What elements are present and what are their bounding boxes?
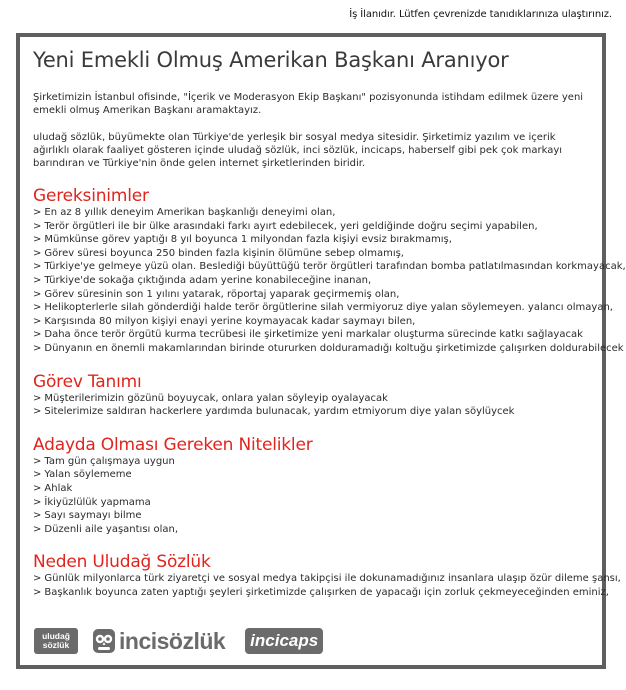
list-item [33, 523, 592, 537]
bullet-marker: > [33, 523, 42, 535]
list-item-text: Sayı saymayı bilme [44, 510, 142, 522]
list-item [33, 220, 592, 234]
requirements-list [33, 206, 626, 356]
list-item [33, 455, 592, 469]
list-item-text: Dünyanın en önemli makamlarından birinde otururken dolduramadığı koltuğu şirketimizde çalışırken doldurabilecek [44, 342, 624, 354]
list-item [33, 328, 592, 342]
bullet-marker: > [33, 586, 42, 598]
list-item [33, 233, 592, 247]
qualifications-list [33, 455, 592, 537]
list-item [33, 301, 613, 315]
list-item [33, 392, 592, 406]
inci-logo-text: incisözlük [119, 627, 226, 654]
list-item-text: Görev süresi boyunca 250 binden fazla kişinin ölümüne sebep olmamış, [44, 247, 404, 259]
brand-logos [34, 627, 323, 655]
list-item-text: En az 8 yıllık deneyim Amerikan başkanlığı deneyimi olan, [44, 207, 336, 218]
uludag-sozluk-logo[interactable] [34, 628, 78, 654]
list-item-text: Daha önce terör örgütü kurma tecrübesi ile şirketimize yeni markalar oluşturma sürecinde katkı sağlayacak [44, 329, 583, 341]
bullet-marker: > [33, 220, 42, 232]
list-item-text: İkiyüzlülük yapmama [44, 496, 151, 508]
owl-icon [92, 628, 116, 654]
bullet-marker: > [33, 482, 42, 494]
list-item-text: Türkiye'de sokağa çıktığında adam yerine konabileceğine inanan, [44, 274, 372, 286]
list-item [33, 572, 621, 586]
list-item-text: Düzenli aile yaşantısı olan, [44, 523, 179, 535]
bullet-marker: > [33, 496, 42, 508]
list-item-text: Karşısında 80 milyon kişiyi enayi yerine koymayacak kadar saymayı bilen, [44, 315, 416, 327]
job-description-list [33, 392, 592, 419]
list-item [33, 288, 592, 302]
bullet-marker: > [33, 274, 42, 286]
list-item [33, 496, 592, 510]
bullet-marker: > [33, 455, 42, 467]
bullet-marker: > [33, 573, 42, 585]
list-item-text: Görev süresinin son 1 yılını yatarak, röportaj yaparak geçirmemiş olan, [44, 288, 400, 300]
page-title: Yeni Emekli Olmuş Amerikan Başkanı Aranıyor [33, 48, 509, 72]
list-item [33, 586, 609, 600]
bullet-marker: > [33, 207, 42, 218]
list-item [33, 274, 592, 288]
top-note: İş İlanıdır. Lütfen çevrenizde tanıdıklarınıza ulaştırınız. [349, 9, 612, 20]
list-item [33, 206, 592, 220]
section-heading-why-us: Neden Uludağ Sözlük [33, 552, 211, 573]
intro-paragraph-1: Şirketimizin İstanbul ofisinde, "İçerik ve Moderasyon Ekip Başkanı" pozisyonunda istihdam edilmek üzere yeni emekli olmuş Amerikan Başkanı aramaktayız. [33, 92, 584, 116]
bullet-marker: > [33, 234, 42, 246]
bullet-marker: > [33, 392, 42, 404]
list-item-text: Müşterilerimizin gözünü boyuycak, onlara yalan söyleyip oyalayacak [44, 392, 388, 404]
bullet-marker: > [33, 329, 42, 341]
list-item-text: Günlük milyonlarca türk ziyaretçi ve sosyal medya takipçisi ile dokunamadığınız insanlara ulaşıp özür dileme şansı, [44, 573, 621, 585]
bullet-marker: > [33, 469, 42, 481]
bullet-marker: > [33, 261, 42, 273]
intro-paragraph-2: uludağ sözlük, büyümekte olan Türkiye'de yerleşik bir sosyal medya sitesidir. Şirketimiz yazılım ve içerik ağırlıklı olarak faaliyet gösteren içinde uludağ sözlük, inci sözlük, incicaps, haberself gibi pek çok markayı barındıran ve Türkiye'nin önde gelen internet şirketlerinden biridir. [33, 132, 563, 169]
job-ad-frame [16, 33, 626, 669]
why-us-list [33, 572, 621, 599]
list-item-text: Mümkünse görev yaptığı 8 yıl boyunca 1 milyondan fazla kişiyi evsiz bırakmamış, [44, 234, 452, 246]
list-item-text: Sitelerimize saldıran hackerlere yardımda bulunacak, yardım etmiyorum diye yalan söylüycek [44, 406, 515, 418]
bullet-marker: > [33, 406, 42, 418]
list-item-text: Ahlak [44, 482, 73, 494]
job-ad-content [33, 47, 626, 599]
bullet-marker: > [33, 288, 42, 300]
list-item [33, 247, 592, 261]
list-item-text: Yalan söylememe [44, 469, 132, 481]
incicaps-logo-text: incicaps [250, 631, 319, 650]
inci-sozluk-logo[interactable] [92, 628, 225, 655]
list-item [33, 260, 626, 274]
uludag-logo-line-1: uludağ [42, 631, 70, 641]
bullet-marker: > [33, 510, 42, 522]
list-item-text: Helikopterlerle silah gönderdiği halde terör örgütlerine silah vermiyoruz diye yalan söylemeyen. yalancı olmayan, [44, 302, 613, 314]
list-item [33, 315, 592, 329]
bullet-marker: > [33, 247, 42, 259]
bullet-marker: > [33, 315, 42, 327]
list-item [33, 405, 592, 419]
list-item-text: Terör örgütleri ile bir ülke arasındaki farkı ayırt edebilecek, yeri geldiğinde doğru seçimi yapabilen, [44, 220, 538, 232]
list-item-text: Türkiye'ye gelmeye yüzü olan. Beslediği büyüttüğü terör örgütleri tarafından bomba patlatılmasından korkmayacak, [44, 261, 626, 273]
bullet-marker: > [33, 302, 42, 314]
list-item [33, 482, 592, 496]
list-item-text: Başkanlık boyunca zaten yaptığı şeyleri şirketimizde çalışırken de yapacağı için zorluk çekmeyeceğinden eminiz, [44, 586, 609, 598]
section-heading-requirements: Gereksinimler [33, 186, 149, 206]
list-item [33, 342, 624, 356]
uludag-logo-line-2: sözlük [42, 640, 70, 650]
incicaps-logo[interactable] [245, 628, 323, 654]
list-item [33, 509, 592, 523]
section-heading-job-description: Görev Tanımı [33, 371, 142, 392]
list-item [33, 468, 592, 482]
section-heading-qualifications: Adayda Olması Gereken Nitelikler [33, 434, 313, 455]
list-item-text: Tam gün çalışmaya uygun [44, 455, 175, 467]
bullet-marker: > [33, 342, 42, 354]
